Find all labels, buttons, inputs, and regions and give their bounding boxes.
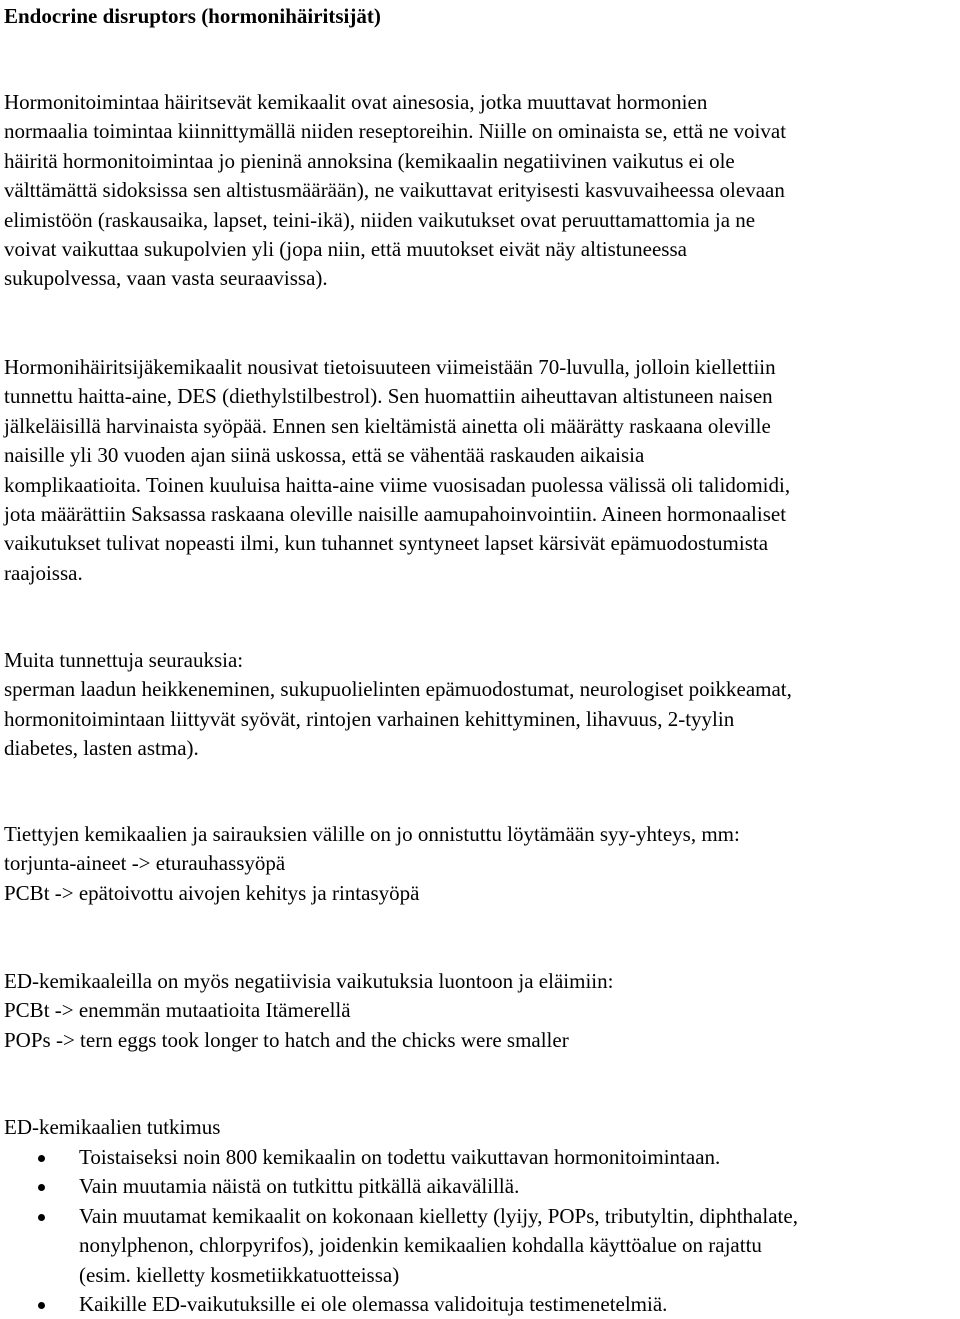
text-line: välttämättä sidoksissa sen altistusmäärään), ne vaikuttavat erityisesti kasvuvaiheessa olevaan [4, 178, 785, 203]
text-line: jota määrättiin Saksassa raskaana oleville naisille aamupahoinvointiin. Aineen hormonaaliset [4, 502, 787, 527]
text-line: voivat vaikuttaa sukupolvien yli (jopa niin, että muutokset eivät näy altistuneessa [4, 237, 687, 262]
list-item [4, 1202, 956, 1290]
list-item [4, 1143, 956, 1172]
text-line: PCBt -> epätoivottu aivojen kehitys ja rintasyöpä [4, 880, 420, 905]
list-item-text: Toistaiseksi noin 800 kemikaalin on todettu vaikuttavan hormonitoimintaan. [79, 1145, 721, 1169]
nature-effects-paragraph [4, 967, 956, 1055]
list-item [4, 1172, 956, 1201]
document-title: Endocrine disruptors (hormonihäiritsijät) [4, 4, 381, 28]
text-line: hormonitoimintaan liittyvät syövät, rintojen varhainen kehittyminen, lihavuus, 2-tyylin [4, 706, 735, 731]
causality-paragraph [4, 820, 956, 908]
text-line: raajoissa. [4, 560, 83, 585]
text-line: diabetes, lasten astma). [4, 736, 199, 761]
text-line: Hormonitoimintaa häiritsevät kemikaalit ovat ainesosia, jotka muuttavat hormonien [4, 90, 708, 114]
text-line: elimistöön (raskausaika, lapset, teini-ikä), niiden vaikutukset ovat peruuttamattomia ja ne [4, 207, 756, 232]
text-line: naisille yli 30 vuoden ajan siinä uskossa, että se vähentää raskauden aikaisia [4, 443, 645, 468]
text-line: POPs -> tern eggs took longer to hatch and the chicks were smaller [4, 1027, 569, 1052]
text-line: komplikaatioita. Toinen kuuluisa haitta-aine viime vuosisadan puolessa välissä oli talidomidi, [4, 472, 791, 497]
intro-paragraph [4, 88, 956, 294]
list-item-text: Kaikille ED-vaikutuksille ei ole olemassa validoituja testimenetelmiä. [79, 1292, 668, 1317]
consequences-paragraph [4, 646, 956, 764]
list-item-text: (esim. kielletty kosmetiikkatuotteissa) [79, 1262, 400, 1287]
text-line: PCBt -> enemmän mutaatioita Itämerellä [4, 998, 351, 1023]
text-line: sperman laadun heikkeneminen, sukupuolielinten epämuodostumat, neurologiset poikkeamat, [4, 677, 792, 702]
research-list [4, 1143, 956, 1319]
bullet-icon [38, 1302, 45, 1309]
text-line: jälkeläisillä harvinaista syöpää. Ennen sen kieltämistä ainetta oli määrätty raskaana oleville [4, 413, 771, 438]
text-line: Tiettyjen kemikaalien ja sairauksien välille on jo onnistuttu löytämään syy-yhteys, mm: [4, 822, 740, 846]
research-heading: ED-kemikaalien tutkimus [4, 1115, 221, 1139]
bullet-icon [38, 1214, 45, 1221]
list-item-text: nonylphenon, chlorpyrifos), joidenkin kemikaalien kohdalla käyttöalue on rajattu [79, 1233, 762, 1258]
list-item-text: Vain muutamia näistä on tutkittu pitkällä aikavälillä. [79, 1174, 520, 1199]
text-line: sukupolvessa, vaan vasta seuraavissa). [4, 266, 328, 291]
history-paragraph [4, 353, 956, 588]
text-line: torjunta-aineet -> eturauhassyöpä [4, 851, 286, 876]
text-line: vaikutukset tulivat nopeasti ilmi, kun tuhannet syntyneet lapset kärsivät epämuodostumista [4, 531, 769, 556]
text-line: tunnettu haitta-aine, DES (diethylstilbestrol). Sen huomattiin aiheuttavan altistuneen naisen [4, 384, 773, 409]
text-line: ED-kemikaaleilla on myös negatiivisia vaikutuksia luontoon ja eläimiin: [4, 969, 614, 993]
text-line: Hormonihäiritsijäkemikaalit nousivat tietoisuuteen viimeistään 70-luvulla, jolloin kiellettiin [4, 355, 776, 379]
bullet-icon [38, 1184, 45, 1191]
text-line: normaalia toimintaa kiinnittymällä niiden reseptoreihin. Niille on ominaista se, että ne voivat [4, 119, 787, 144]
list-item-text: Vain muutamat kemikaalit on kokonaan kielletty (lyijy, POPs, tributyltin, diphthalate, [79, 1203, 798, 1228]
list-item [4, 1290, 956, 1319]
text-line: häiritä hormonitoimintaa jo pieninä annoksina (kemikaalin negatiivinen vaikutus ei ole [4, 148, 735, 173]
text-line: Muita tunnettuja seurauksia: [4, 648, 244, 672]
bullet-icon [38, 1155, 45, 1162]
